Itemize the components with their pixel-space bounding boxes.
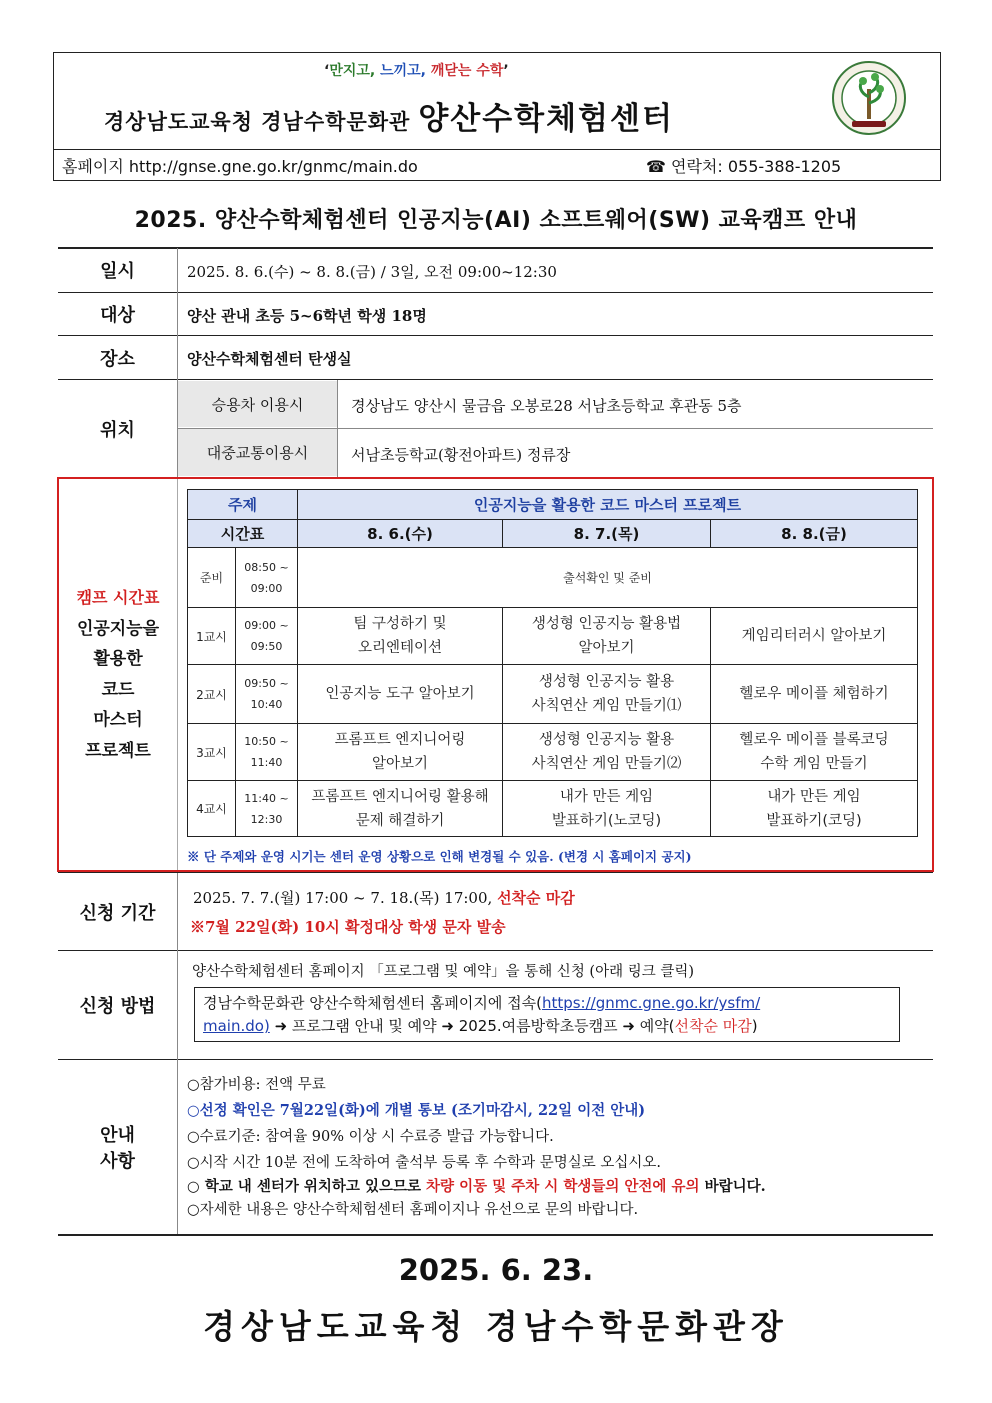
period-time [236,548,298,608]
day-header: 8. 8.(금) [711,520,918,548]
table-row [188,490,918,520]
day-header: 8. 7.(목) [503,520,711,548]
session-line: 프롬프트 엔지니어링 활용해 [311,788,489,805]
period-time [236,665,298,724]
time-start: 11:40 ~ [244,791,289,805]
session-line: 내가 만든 게임 [767,788,861,805]
apply-link[interactable]: main.do) [203,1017,270,1035]
time-start: 09:00 ~ [244,619,289,632]
row-divider [58,335,933,336]
date-label: 일시 [100,261,135,282]
session-line: 인공지능 도구 알아보기 [325,686,475,702]
table-row [188,724,918,781]
session-cell [711,781,918,837]
notice-label-line: 안내 [100,1125,135,1146]
session-line: 내가 만든 게임 [559,788,654,805]
period-time [236,608,298,665]
period-time [236,724,298,781]
session-cell [298,665,503,724]
time-end: 09:00 [250,581,283,595]
slogan-quote: ’ [503,63,509,79]
schedule-note: ※ 단 주제와 운영 시기는 센터 운영 상황으로 인해 변경될 수 있음. (변경 시 홈페이지 공지) [187,849,692,864]
target-value: 양산 관내 초등 5~6학년 학생 18명 [187,307,427,325]
time-end: 10:40 [250,698,283,711]
apply-period-notice: ※7월 22일(화) 10시 확정대상 학생 문자 발송 [190,918,506,936]
session-cell [711,724,918,781]
period-name: 3교시 [188,724,236,781]
apply-period-line-1 [193,887,575,908]
session-cell [298,608,503,665]
table-row [188,608,918,665]
time-end: 11:40 [250,756,283,769]
homepage-link[interactable]: 홈페이지 http://gnse.gne.go.kr/gnmc/main.do [62,157,418,176]
notice-item [187,1175,766,1196]
org-small: 경상남도교육청 경남수학문화관 [104,110,411,134]
bus-access-label: 대중교통이용시 [178,429,337,476]
session-cell [298,724,503,781]
apply-method-intro: 양산수학체험센터 홈페이지 「프로그램 및 예약」을 통해 신청 (아래 링크 클릭) [192,964,695,980]
table-row [188,665,918,724]
notice-item: ○자세한 내용은 양산수학체험센터 홈페이지나 유선으로 문의 바랍니다. [187,1202,639,1218]
apply-method-label: 신청 방법 [79,996,156,1017]
prep-text: 출석확인 및 준비 [298,548,918,608]
notice-text: 바랍니다. [699,1178,766,1195]
session-cell [711,665,918,724]
table-row [188,548,918,608]
slogan-part-2: 느끼고, [380,63,431,79]
schedule-label-red: 캠프 시간표 [76,588,160,607]
session-line: 헬로우 메이플 체험하기 [739,686,889,702]
session-line: 생성형 인공지능 활용법 [531,616,682,632]
topic-header: 주제 [188,490,298,520]
session-line: 수학 게임 만들기 [760,756,868,772]
slogan-quote: ‘ [324,63,330,79]
period-time [236,781,298,837]
date-value: 2025. 8. 6.(수) ~ 8. 8.(금) / 3일, 오전 09:00~12:30 [187,263,557,281]
car-address: 경상남도 양산시 물금읍 오봉로28 서남초등학교 후관동 5층 [351,397,742,415]
session-line: 발표하기(코딩) [766,812,862,829]
method-text: ) [751,1017,758,1035]
apply-method-box [194,987,900,1042]
period-name: 준비 [188,548,236,608]
schedule-label-line: 인공지능을 [76,618,160,639]
session-line: 프롬프트 엔지니어링 [334,732,466,748]
row-divider [58,950,933,951]
session-line: 사칙연산 게임 만들기⑵ [531,756,682,772]
schedule-label-line: 활용한 [93,649,143,669]
session-line: 헬로우 메이플 블록코딩 [739,732,889,748]
session-cell [503,608,711,665]
row-divider [58,1059,933,1060]
notice-item: ○수료기준: 참여율 90% 이상 시 수료증 발급 가능합니다. [187,1129,554,1145]
time-end: 12:30 [250,812,283,826]
time-end: 09:50 [250,640,283,653]
schedule-label [58,583,178,766]
place-label: 장소 [100,348,135,370]
time-start: 08:50 ~ [244,560,289,574]
row-divider [58,292,933,293]
period-name: 4교시 [188,781,236,837]
notice-item: ○참가비용: 전액 무료 [187,1077,326,1093]
topic-value: 인공지능을 활용한 코드 마스터 프로젝트 [298,490,918,520]
notice-item: ○시작 시간 10분 전에 도착하여 출석부 등록 후 수학과 문명실로 오십시오. [187,1155,661,1171]
center-logo-icon [830,59,908,137]
session-line: 발표하기(노코딩) [551,812,662,829]
table-row [188,520,918,548]
notice-item: ○선정 확인은 7월22일(화)에 개별 통보 (조기마감시, 22일 이전 안내) [187,1102,646,1119]
slogan [324,60,509,80]
document-title: 2025. 양산수학체험센터 인공지능(AI) 소프트웨어(SW) 교육캠프 안내 [134,208,858,233]
session-cell [503,665,711,724]
apply-period-dates: 2025. 7. 7.(월) 17:00 ~ 7. 18.(목) 17:00, [193,889,498,907]
session-line: 오리엔테이션 [357,640,443,656]
notice-text: ○ 학교 내 센터가 위치하고 있으므로 [187,1178,427,1195]
organization-name [104,93,674,138]
table-bottom-border [58,1234,933,1236]
row-divider [178,428,933,429]
bus-stop: 서남초등학교(황전아파트) 정류장 [351,446,571,464]
session-cell [503,781,711,837]
apply-period-label: 신청 기간 [79,902,156,924]
schedule-table [187,489,918,837]
session-line: 알아보기 [578,640,635,656]
period-name: 1교시 [188,608,236,665]
schedule-label-line: 마스터 [93,710,143,730]
session-line: 생성형 인공지능 활용 [538,674,675,690]
contact-phone: ☎ 연락처: 055-388-1205 [646,157,842,176]
method-text: ➜ 프로그램 안내 및 예약 ➜ 2025.여름방학초등캠프 ➜ 예약( [269,1017,675,1035]
session-line: 알아보기 [372,756,429,772]
notice-label [58,1060,177,1234]
notice-safety: 차량 이동 및 주차 시 학생들의 안전에 유의 [426,1178,700,1195]
session-line: 문제 해결하기 [355,812,445,829]
issue-date: 2025. 6. 23. [398,1253,594,1287]
table-top-border [58,247,933,249]
column-divider [177,873,178,1234]
car-access-label: 승용차 이용시 [178,381,337,427]
org-big: 양산수학체험센터 [418,101,674,137]
schedule-label-line: 코드 [101,679,135,700]
time-start: 09:50 ~ [244,677,289,690]
session-cell [503,724,711,781]
letterhead [53,52,941,181]
time-start: 10:50 ~ [244,735,289,748]
timetable-header: 시간표 [188,520,298,548]
period-name: 2교시 [188,665,236,724]
table-row [188,781,918,837]
contact-bar [54,149,940,181]
slogan-part-3: 깨닫는 수학 [430,63,504,79]
schedule-label-line: 프로젝트 [85,740,151,761]
session-line: 사칙연산 게임 만들기⑴ [531,698,682,714]
row-divider [58,379,933,380]
row-divider [58,872,933,873]
apply-period-first-come: 선착순 마감 [497,889,575,907]
day-header: 8. 6.(수) [298,520,503,548]
session-cell [711,608,918,665]
location-label: 위치 [100,419,135,441]
target-label: 대상 [100,305,135,326]
method-first-come: 선착순 마감 [674,1017,752,1035]
issuer-signature: 경상남도교육청 경남수학문화관장 [203,1307,789,1346]
session-line: 팀 구성하기 및 [353,616,447,632]
place-value: 양산수학체험센터 탄생실 [187,350,352,368]
slogan-part-1: 만지고, [329,63,381,79]
notice-label-line: 사항 [100,1151,135,1172]
method-text: 경남수학문화관 양산수학체험센터 홈페이지에 접속( [203,994,542,1012]
session-line: 생성형 인공지능 활용 [538,732,675,748]
session-line: 게임리터러시 알아보기 [741,628,887,644]
session-cell [298,781,503,837]
apply-link[interactable]: https://gnmc.gne.go.kr/ysfm/ [541,994,761,1012]
